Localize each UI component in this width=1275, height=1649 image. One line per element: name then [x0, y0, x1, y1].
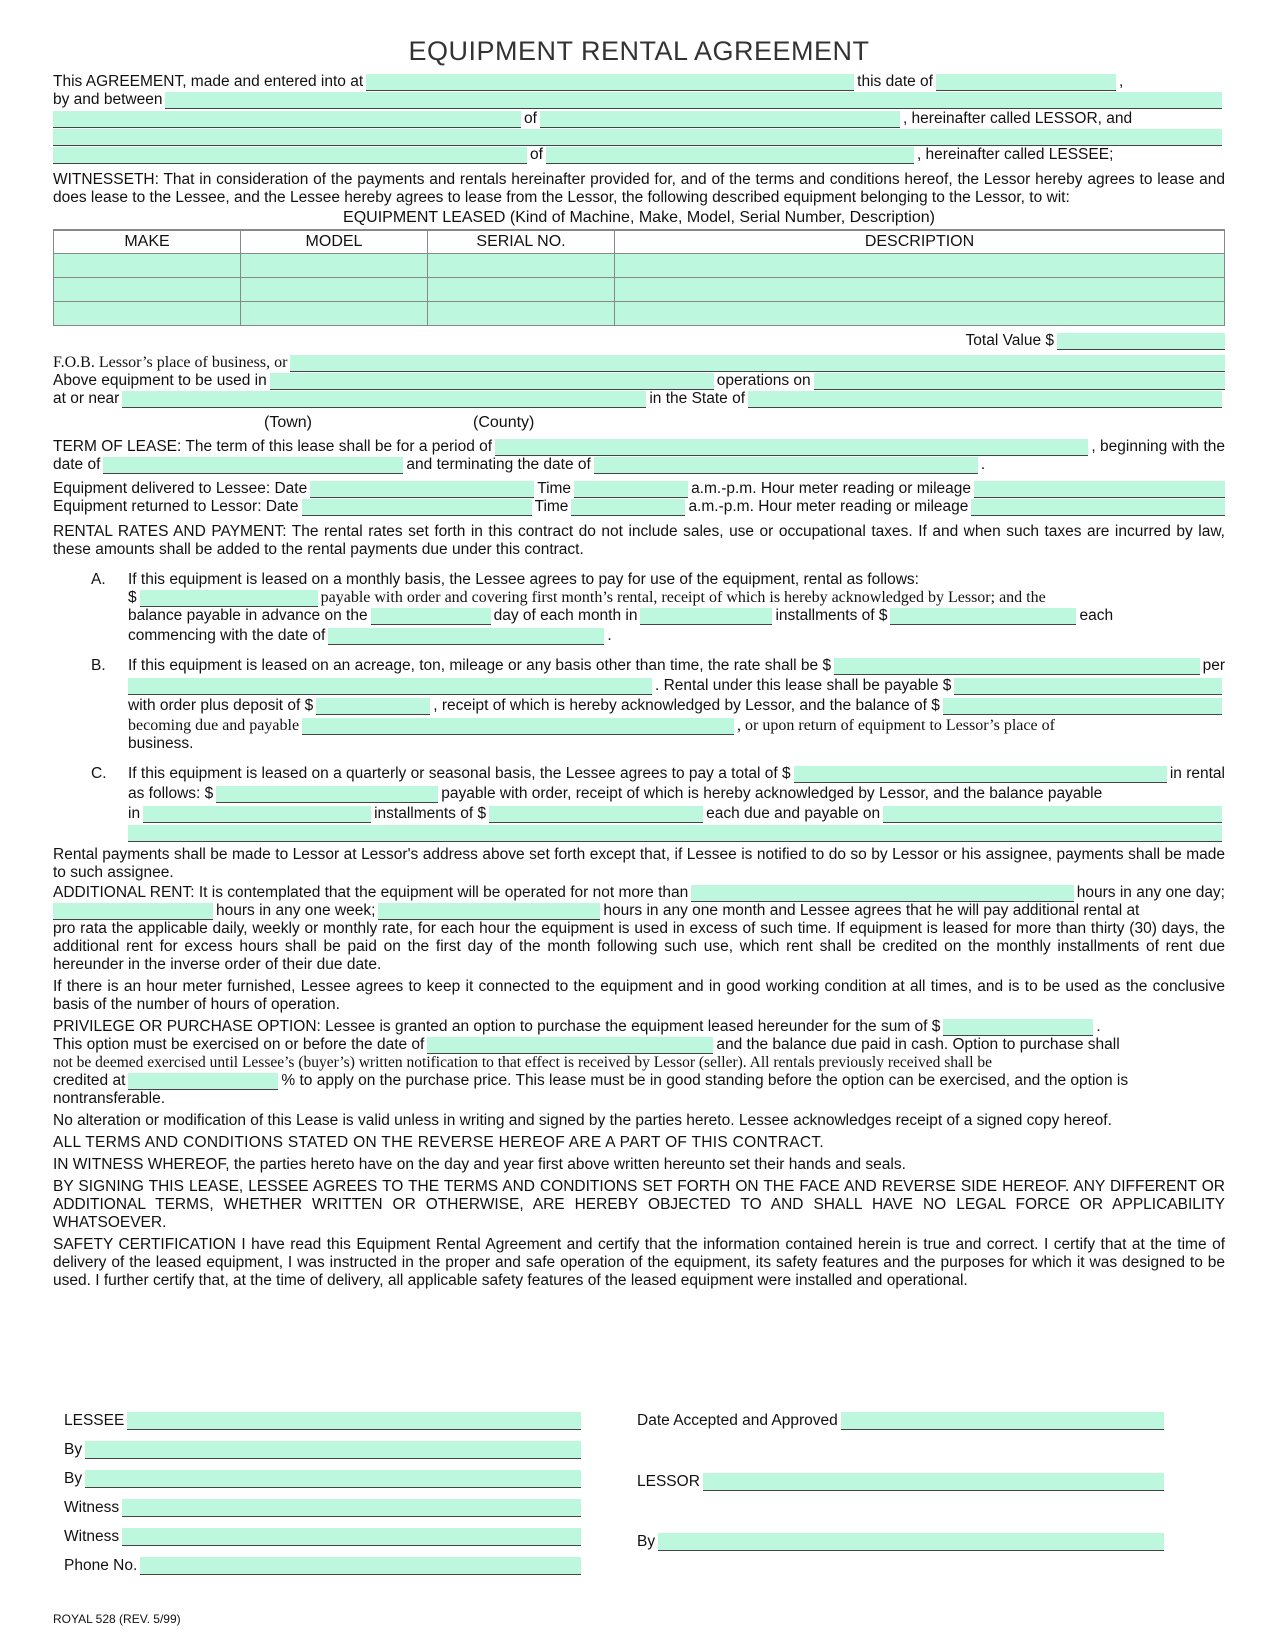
lessee-signature-field[interactable] — [127, 1412, 581, 1430]
delivered-date-field[interactable] — [310, 481, 534, 498]
intro-line-2 — [53, 91, 1225, 109]
lessee-name-field[interactable] — [53, 147, 527, 164]
hours-month-field[interactable] — [378, 903, 600, 920]
lessor-label: LESSOR — [637, 1473, 700, 1490]
operations-on-field[interactable] — [814, 373, 1225, 390]
purchase-option-label: PRIVILEGE OR PURCHASE OPTION: Lessee is granted an option to purchase the equipment leased hereunder for the sum of $ — [53, 1018, 941, 1035]
installment-value-field[interactable] — [489, 806, 703, 823]
continuation-field[interactable] — [53, 129, 1222, 146]
intro-line-4 — [53, 129, 1225, 146]
lessee-by-field-2[interactable] — [85, 1470, 581, 1488]
by-label: By — [64, 1470, 83, 1487]
clause-b-label: B. — [91, 657, 106, 674]
phone-row — [64, 1557, 584, 1575]
witness-label: Witness — [64, 1499, 120, 1516]
lessee-by-field-1[interactable] — [85, 1441, 581, 1459]
rental-rates-paragraph: RENTAL RATES AND PAYMENT: The rental rates set forth in this contract do not include sales, use or occupational taxes. If and when such taxes are incurred by law, these amounts shall be added to the rental payments due under this contract. — [53, 523, 1225, 558]
returned-meter-field[interactable] — [971, 499, 1225, 516]
nontransferable-text: nontransferable. — [53, 1090, 166, 1107]
serial-cell[interactable] — [428, 278, 615, 302]
first-month-text: payable with order and covering first month’s rental, receipt of which is hereby acknowledged by Lessor; and the — [320, 589, 1046, 606]
delivered-time-field[interactable] — [574, 481, 688, 498]
witness-row-2 — [64, 1528, 584, 1546]
clause-b-text: If this equipment is leased on an acreage, ton, mileage or any basis other than time, the rate shall be $ — [128, 657, 832, 674]
fob-field[interactable] — [290, 355, 1225, 372]
term-row-1 — [53, 438, 1225, 456]
term-period-field[interactable] — [495, 439, 1088, 456]
clause-c-text: If this equipment is leased on a quarterly or seasonal basis, the Lessee agrees to pay a total of $ — [128, 765, 791, 782]
make-cell[interactable] — [54, 254, 241, 278]
delivered-label: Equipment delivered to Lessee: Date — [53, 480, 308, 497]
months-field[interactable] — [640, 608, 772, 625]
location-field[interactable] — [366, 74, 854, 91]
due-on-field[interactable] — [883, 806, 1222, 823]
hour-meter-paragraph: If there is an hour meter furnished, Lessee agrees to keep it connected to the equipment and in good working condition at all times, and is to be used as the conclusive basis of the number of hours of operation. — [53, 978, 1225, 1013]
deposit-field[interactable] — [316, 698, 430, 715]
column-serial: SERIAL NO. — [428, 230, 615, 254]
purchase-option-row-4: credited at % to apply on the purchase price. This lease must be in good standing before the option can be exercised, and the option is — [53, 1072, 1129, 1089]
additional-rent-row-2: hours in any one week; hours in any one month and Lessee agrees that he will pay additional rental at — [53, 902, 1225, 920]
phone-label: Phone No. — [64, 1557, 138, 1574]
in-state-of-label: in the State of — [649, 390, 746, 407]
clause-c-label: C. — [91, 765, 107, 782]
as-follows-field[interactable] — [216, 786, 438, 803]
of-label: of — [524, 110, 537, 127]
commencing-date-field[interactable] — [328, 628, 604, 645]
make-cell[interactable] — [54, 278, 241, 302]
returned-label: Equipment returned to Lessor: Date — [53, 498, 299, 515]
end-date-field[interactable] — [594, 457, 978, 474]
county-caption: (County) — [473, 414, 535, 431]
this-date-of-label: this date of — [857, 73, 933, 90]
town-county-row — [53, 414, 1225, 432]
by-label: By — [64, 1441, 83, 1458]
lessor-by-field[interactable] — [658, 1533, 1164, 1551]
not-deemed-text: not be deemed exercised until Lessee’s (buyer’s) written notification to that effect is received by Lessor (seller). All rentals previously received shall be — [53, 1054, 993, 1071]
rate-field[interactable] — [834, 658, 1200, 675]
column-make: MAKE — [54, 230, 241, 254]
lessor-signature-field[interactable] — [703, 1473, 1164, 1491]
equipment-heading: EQUIPMENT LEASED (Kind of Machine, Make, Model, Serial Number, Description) — [343, 209, 935, 226]
lessee-address-field[interactable] — [546, 147, 914, 164]
additional-rent-paragraph: pro rata the applicable daily, weekly or monthly rate, for each hour the equipment is used in excess of such time. If equipment is leased for more than thirty (30) days, the additional rent for excess hours shall be paid on the first day of the month following such use, which rent shall be credited on the monthly installments of rent due hereunder in the inverse order of their due date. — [53, 920, 1225, 973]
clause-b: B. If this equipment is leased on an acreage, ton, mileage or any basis other than time, the rate shall be $ per . Rental under this lease shall be payable $ with order plus deposit of $ , receipt of which is hereby acknowledged by Lessor, and the balance of $ becoming due and payable , or upon return of equipment to Lessor’s place of business. — [53, 657, 1225, 753]
by-and-between-label: by and between — [53, 91, 163, 108]
agreement-date-field[interactable] — [936, 74, 1116, 91]
additional-rent-row-1: ADDITIONAL RENT: It is contemplated that the equipment will be operated for not more than hours in any one day; — [53, 884, 1225, 901]
table-row — [54, 278, 1225, 302]
exercise-date-field[interactable] — [427, 1037, 713, 1054]
returned-date-field[interactable] — [302, 499, 532, 516]
rental-payments-paragraph: Rental payments shall be made to Lessor at Lessor's address above set forth except that, if Lessee is notified to do so by Lessor or his assignee, payments shall be made to such assignee. — [53, 846, 1225, 881]
credit-percent-field[interactable] — [128, 1073, 278, 1090]
purchase-option-row-2: This option must be exercised on or before the date of and the balance due paid in cash. Option to purchase shall — [53, 1036, 1120, 1053]
serial-cell[interactable] — [428, 254, 615, 278]
model-cell[interactable] — [241, 302, 428, 326]
lessee-label: LESSEE — [64, 1412, 125, 1429]
hours-day-field[interactable] — [691, 885, 1074, 902]
lessor-called-label: , hereinafter called LESSOR, and — [902, 110, 1133, 127]
beginning-label: , beginning with the — [1091, 438, 1225, 455]
make-cell[interactable] — [54, 302, 241, 326]
clause-a-label: A. — [91, 571, 106, 588]
intro-line-3 — [53, 110, 1225, 128]
table-row — [54, 302, 1225, 326]
clause-a: A. If this equipment is leased on a monthly basis, the Lessee agrees to pay for use of the equipment, rental as follows: $ payable with order and covering first month’s rental, receipt of which is hereby acknowledged by Lessor; and the balance payable in advance on the day of each month in installments of $ each commencing with the date of . — [53, 571, 1225, 645]
first-month-field[interactable] — [140, 590, 318, 607]
rate-per-field[interactable] — [128, 678, 652, 695]
all-terms-paragraph: ALL TERMS AND CONDITIONS STATED ON THE REVERSE HEREOF ARE A PART OF THIS CONTRACT. — [53, 1134, 825, 1151]
date-accepted-label: Date Accepted and Approved — [637, 1412, 838, 1429]
phone-field[interactable] — [140, 1557, 581, 1575]
by-signing-paragraph: BY SIGNING THIS LEASE, LESSEE AGREES TO THE TERMS AND CONDITIONS SET FORTH ON THE FACE AND REVERSE SIDE HEREOF. ANY DIFFERENT OR ADDITIONAL TERMS, WHETHER WRITTEN OR OTHERWISE, ARE HEREBY OBJECTED TO AND SHALL HAVE NO LEGAL FORCE OR APPLICABILITY WHATSOEVER. — [53, 1178, 1225, 1231]
serial-cell[interactable] — [428, 302, 615, 326]
model-cell[interactable] — [241, 254, 428, 278]
lessor-by-row — [637, 1533, 1167, 1551]
date-of-label: date of — [53, 456, 101, 473]
description-cell[interactable] — [615, 302, 1225, 326]
installments-count-field[interactable] — [143, 806, 371, 823]
model-cell[interactable] — [241, 278, 428, 302]
fob-label: F.O.B. Lessor’s place of business, or — [53, 354, 288, 371]
terminating-label: and terminating the date of — [406, 456, 591, 473]
clause-c: C. If this equipment is leased on a quarterly or seasonal basis, the Lessee agrees to pay a total of $ in rental as follows: $ payable with order, receipt of which is hereby acknowledged by Lessor, and the balance payable in installments of $ each due and payable on — [53, 765, 1225, 842]
term-label: TERM OF LEASE: The term of this lease shall be for a period of — [53, 438, 493, 455]
start-date-field[interactable] — [103, 457, 403, 474]
operations-on-label: operations on — [716, 372, 811, 389]
agreement-form — [53, 36, 1225, 1290]
witness-field-2[interactable] — [122, 1528, 581, 1546]
lessor-name-field[interactable] — [53, 111, 521, 128]
term-row-2: date of and terminating the date of . — [53, 456, 986, 473]
total-rental-field[interactable] — [794, 766, 1167, 783]
of-label-2: of — [530, 146, 543, 163]
total-value-field[interactable] — [1057, 333, 1225, 350]
delivered-time-label: Time — [537, 480, 572, 497]
in-witness-paragraph: IN WITNESS WHEREOF, the parties hereto have on the day and year first above written hereunto set their hands and seals. — [53, 1156, 906, 1173]
returned-row — [53, 498, 1225, 516]
at-or-near-row — [53, 390, 1225, 408]
by-label: By — [637, 1533, 656, 1550]
day-field[interactable] — [371, 608, 491, 625]
table-row — [54, 254, 1225, 278]
date-accepted-field[interactable] — [841, 1412, 1164, 1430]
between-field[interactable] — [165, 92, 1222, 109]
delivered-meter-label: a.m.-p.m. Hour meter reading or mileage — [691, 480, 972, 497]
at-or-near-field[interactable] — [122, 391, 646, 408]
due-field[interactable] — [302, 718, 734, 735]
returned-time-field[interactable] — [571, 499, 685, 516]
at-or-near-label: at or near — [53, 390, 120, 407]
by-signature-row-1 — [64, 1441, 584, 1459]
lessee-signature-row — [64, 1412, 584, 1430]
purchase-sum-field[interactable] — [943, 1019, 1093, 1036]
by-signature-row-2 — [64, 1470, 584, 1488]
returned-meter-label: a.m.-p.m. Hour meter reading or mileage — [688, 498, 969, 515]
total-value-label: Total Value $ — [965, 332, 1054, 349]
delivered-row — [53, 480, 1225, 498]
intro-line-5 — [53, 146, 1225, 164]
purchase-option-row-1: PRIVILEGE OR PURCHASE OPTION: Lessee is granted an option to purchase the equipment leased hereunder for the sum of $ . — [53, 1018, 1101, 1035]
additional-rent-label: ADDITIONAL RENT: It is contemplated that the equipment will be operated for not more than — [53, 884, 689, 901]
form-number: ROYAL 528 (REV. 5/99) — [53, 1612, 181, 1626]
witness-field-1[interactable] — [122, 1499, 581, 1517]
fob-row — [53, 354, 1225, 372]
witnesseth-paragraph: WITNESSETH: That in consideration of the payments and rentals hereinafter provided for, and of the terms and conditions hereof, the Lessor hereby agrees to lease and does lease to the Lessee, and the Lessee hereby agrees to lease from the Lessor, the following described equipment belonging to the Lessor, to wit: — [53, 171, 1225, 206]
intro-line-1: This AGREEMENT, made and entered into at this date of , — [53, 73, 1124, 90]
description-cell[interactable] — [615, 278, 1225, 302]
installment-amount-field[interactable] — [890, 608, 1076, 625]
due-on-continuation-field[interactable] — [128, 825, 1222, 842]
column-model: MODEL — [241, 230, 428, 254]
returned-time-label: Time — [534, 498, 569, 515]
witness-row-1 — [64, 1499, 584, 1517]
no-alteration-paragraph: No alteration or modification of this Lease is valid unless in writing and signed by the parties hereto. Lessee acknowledges receipt of a signed copy hereof. — [53, 1112, 1112, 1129]
description-cell[interactable] — [615, 254, 1225, 278]
column-description: DESCRIPTION — [615, 230, 1225, 254]
witness-label: Witness — [64, 1528, 120, 1545]
page-title: EQUIPMENT RENTAL AGREEMENT — [408, 36, 870, 66]
safety-certification-paragraph: SAFETY CERTIFICATION I have read this Equipment Rental Agreement and certify that the information contained herein is true and correct. I certify that at the time of delivery of the leased equipment, I was instructed in the proper and safe operation of the equipment, its safety features and the purposes for which it was designed to be used. I further certify that, at the time of delivery, all applicable safety features of the leased equipment were installed and operational. — [53, 1236, 1225, 1289]
town-caption: (Town) — [264, 414, 313, 431]
used-in-label: Above equipment to be used in — [53, 372, 267, 389]
used-in-row — [53, 372, 1225, 390]
made-entered-label: This AGREEMENT, made and entered into at — [53, 73, 364, 90]
lessor-signature-row — [637, 1473, 1167, 1491]
hours-week-field[interactable] — [53, 903, 213, 920]
delivered-meter-field[interactable] — [974, 481, 1225, 498]
date-accepted-row — [637, 1412, 1167, 1430]
state-field[interactable] — [748, 391, 1222, 408]
total-value-row — [53, 332, 1225, 350]
balance-field[interactable] — [943, 698, 1222, 715]
clause-a-text: If this equipment is leased on a monthly basis, the Lessee agrees to pay for use of the equipment, rental as follows: — [128, 571, 919, 588]
lessee-called-label: , hereinafter called LESSEE; — [916, 146, 1114, 163]
payable-field[interactable] — [954, 678, 1222, 695]
lessor-address-field[interactable] — [540, 111, 900, 128]
equipment-table — [53, 229, 1225, 326]
used-in-field[interactable] — [270, 373, 714, 390]
